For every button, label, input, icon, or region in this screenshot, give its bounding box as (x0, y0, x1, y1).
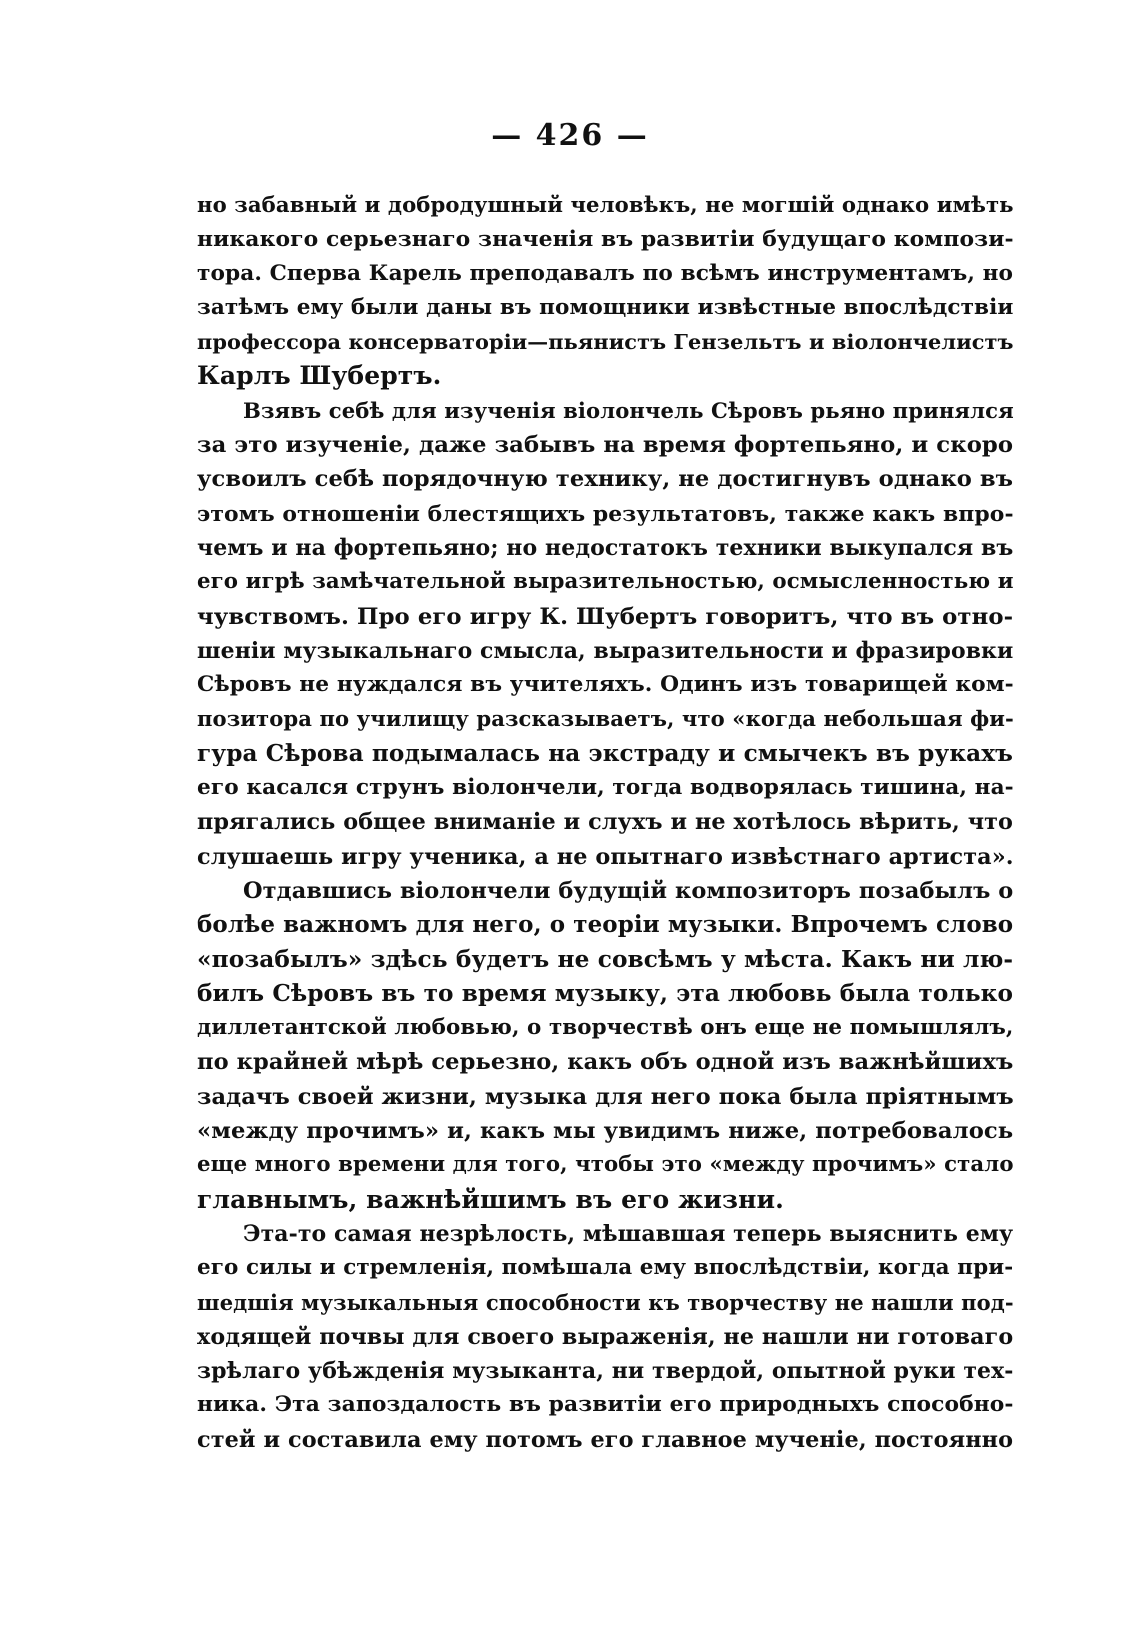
page-number: — 426 — (491, 118, 649, 153)
text-line: Эта-то самая незрѣлость, мѣшавшая теперь выяснить ему (243, 1220, 1014, 1247)
text-line: шедшія музыкальныя способности къ творчеству не нашли под- (197, 1289, 1014, 1315)
text-line: билъ Сѣровъ въ то время музыку, эта любовь была только (197, 979, 1014, 1007)
text-line: болѣе важномъ для него, о теоріи музыки. Впрочемъ слово (197, 911, 1014, 939)
text-line: позитора по училищу разсказываетъ, что «когда небольшая фи- (197, 706, 1014, 732)
text-line: еще много времени для того, чтобы это «между прочимъ» стало (197, 1152, 1014, 1178)
body-text (197, 188, 1013, 1457)
text-line: стей и составила ему потомъ его главное мученіе, постоянно (197, 1426, 1014, 1453)
text-line: Карлъ Шубертъ. (197, 361, 442, 391)
text-line: «между прочимъ» и, какъ мы увидимъ ниже, потребовалось (197, 1118, 1014, 1145)
text-line: Отдавшись віолончели будущій композиторъ позабылъ о (243, 877, 1014, 904)
text-line: прягались общее вниманіе и слухъ и не хотѣлось вѣрить, что (197, 809, 1014, 836)
text-line: за это изученіе, даже забывъ на время фортепьяно, и скоро (197, 432, 1014, 459)
text-line: его силы и стремленія, помѣшала ему впослѣдствіи, когда при- (197, 1255, 1014, 1281)
text-line: его игрѣ замѣчательной выразительностью, осмысленностью и (197, 569, 1014, 595)
text-line: ника. Эта запоздалость въ развитіи его природныхъ способно- (197, 1392, 1014, 1418)
text-line: зрѣлаго убѣжденія музыканта, ни твердой, опытной руки тех- (197, 1358, 1014, 1385)
text-line: главнымъ, важнѣйшимъ въ его жизни. (197, 1184, 784, 1214)
text-line: тора. Сперва Карель преподавалъ по всѣмъ инструментамъ, но (197, 260, 1014, 286)
text-line: по крайней мѣрѣ серьезно, какъ объ одной изъ важнѣйшихъ (197, 1049, 1014, 1076)
text-line: диллетантской любовью, о творчествѣ онъ еще не помышлялъ, (197, 1015, 1014, 1041)
text-line: Сѣровъ не нуждался въ учителяхъ. Одинъ изъ товарищей ком- (197, 672, 1014, 698)
text-line: слушаешь игру ученика, а не опытнаго извѣстнаго артиста». (197, 843, 1014, 870)
text-line: профессора консерваторіи—пьянистъ Гензельтъ и віолончелистъ (197, 329, 1014, 355)
text-line: Взявъ себѣ для изученія віолончель Сѣровъ рьяно принялся (243, 397, 1014, 423)
text-line: но забавный и добродушный человѣкъ, не могшій однако имѣть (197, 192, 1014, 217)
text-line: гура Сѣрова подымалась на экстраду и смычекъ въ рукахъ (197, 739, 1013, 767)
text-line: никакого серьезнаго значенія въ развитіи будущаго компози- (197, 226, 1014, 253)
text-line: чувствомъ. Про его игру К. Шубертъ говоритъ, что въ отно- (197, 603, 1014, 630)
text-line: чемъ и на фортепьяно; но недостатокъ техники выкупался въ (197, 534, 1014, 561)
paragraph (197, 874, 1013, 1217)
text-line: задачъ своей жизни, музыка для него пока была пріятнымъ (197, 1083, 1014, 1110)
text-line: шеніи музыкальнаго смысла, выразительности и фразировки (197, 637, 1014, 664)
text-line: затѣмъ ему были даны въ помощники извѣстные впослѣдствіи (197, 294, 1014, 320)
text-line: этомъ отношеніи блестящихъ результатовъ, также какъ впро- (197, 500, 1014, 527)
paragraph (197, 1217, 1013, 1457)
paragraph (197, 394, 1013, 874)
text-line: ходящей почвы для своего выраженія, не нашли ни готоваго (197, 1323, 1014, 1350)
text-line: его касался струнъ віолончели, тогда водворялась тишина, на- (197, 775, 1014, 801)
text-line: «позабылъ» здѣсь будетъ не совсѣмъ у мѣста. Какъ ни лю- (197, 945, 1014, 973)
text-line: усвоилъ себѣ порядочную технику, не достигнувъ однако въ (197, 466, 1014, 493)
paragraph (197, 188, 1013, 394)
